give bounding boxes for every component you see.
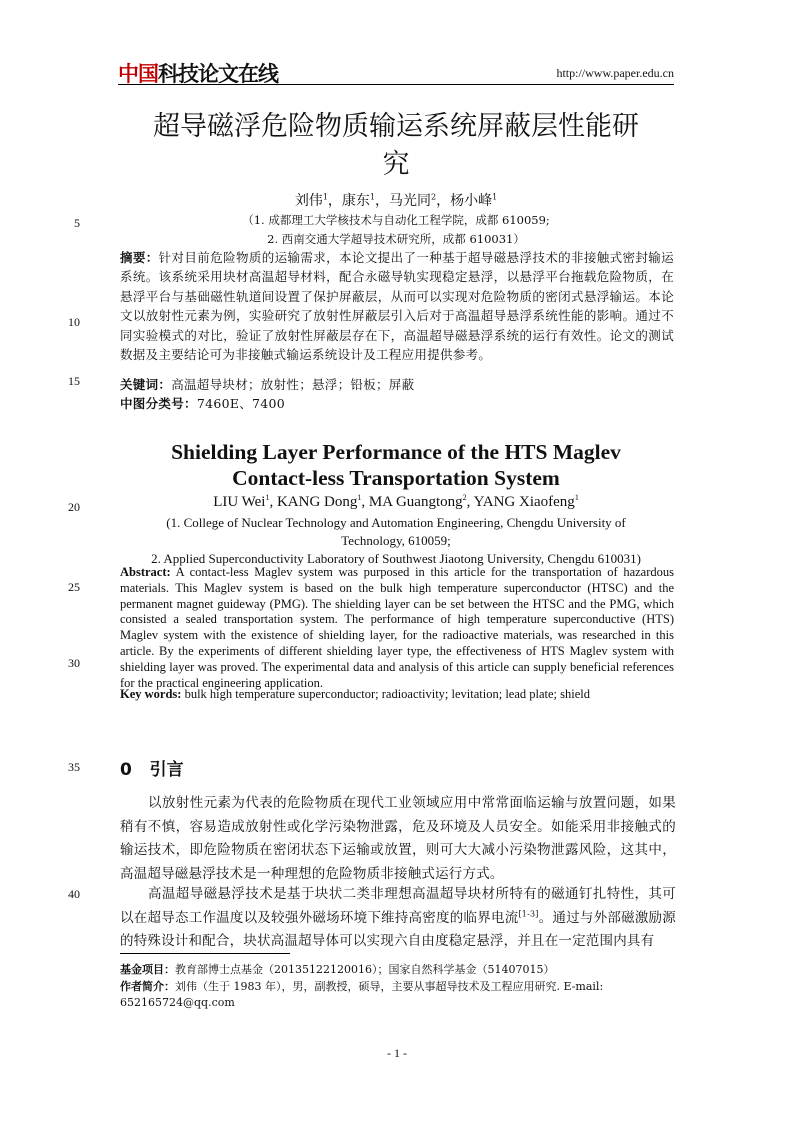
line-number: 5 <box>74 216 80 230</box>
line-number: 40 <box>68 887 80 901</box>
cn-affiliations: （1. 成都理工大学核技术与自动化工程学院，成都 610059; 2. 西南交通大学超导技术研究所，成都 610031） <box>242 213 550 246</box>
cn-keywords: 关键词：高温超导块材；放射性；悬浮；铅板；屏蔽 <box>120 377 415 392</box>
line-number: 15 <box>68 374 80 388</box>
en-title: Shielding Layer Performance of the HTS Maglev Contact-less Transportation System <box>171 440 621 490</box>
line-number: 20 <box>68 500 80 514</box>
body-paragraph: 以放射性元素为代表的危险物质在现代工业领域应用中常常面临运输与放置问题，如果稍有不慎，容易造成放射性或化学污染物泄露，危及环境及人员安全。如能采用非接触式的输运技术，即危险物质在密闭状态下运输或放置，则可大大减小污染物泄露风险，这其中，高温超导磁悬浮技术是一种理想的危险物质非接触式运行方式。 <box>120 795 676 882</box>
en-abstract: Abstract: A contact-less Maglev system was purposed in this article for the transportation of hazardous materials. This Maglev system is based on the bulk high temperature superconductor (HTSC) and the permanent magnet guideway (PMG). The shielding layer can be set between the HTSC and the PMG, which consisted a sealed transportation system. The performance of high temperature superconductive (HTS) Maglev system with the existence of shielding layer, for the radioactive materials, was researched in this article. By the experiments of different shielding layer type, the effectiveness of HTS Maglev system with shielding layer was proved. The experimental data and analysis of this article can supply beneficial references for the practical engineering application. <box>120 565 674 690</box>
footnote-rule <box>120 953 290 954</box>
en-affiliations: (1. College of Nuclear Technology and Automation Engineering, Chengdu University of Technology, 610059; 2. Applied Superconductivity Laboratory of Southwest Jiaotong University, Chengdu 610031) <box>151 515 641 566</box>
author-note: 作者简介：刘伟（生于 1983 年），男，副教授，硕导，主要从事超导技术及工程应用研究. E-mail: 652165724@qq.com <box>120 979 604 1009</box>
cn-clc: 中图分类号：7460E、7400 <box>120 396 286 411</box>
header-url[interactable]: http://www.paper.edu.cn <box>556 66 674 80</box>
cn-title: 超导磁浮危险物质输运系统屏蔽层性能研 究 <box>153 111 639 180</box>
cn-authors: 刘伟$^1$，康东$^1$，马光同$^2$，杨小峰$^1$ <box>294 192 498 209</box>
line-number: 35 <box>68 760 80 774</box>
line-number: 10 <box>68 315 80 329</box>
en-keywords: Key words: bulk high temperature superconductor; radioactivity; levitation; lead plate; shield <box>120 687 591 701</box>
journal-logo: 中国科技论文在线 <box>118 62 278 86</box>
line-number: 25 <box>68 580 80 594</box>
page-number: - 1 - <box>387 1046 407 1060</box>
line-number: 30 <box>68 656 80 670</box>
section-heading: 0 引言 <box>120 760 184 780</box>
fund-note: 基金项目：教育部博士点基金（20135122120016）；国家自然科学基金（51407015） <box>120 963 555 976</box>
footnote <box>120 962 676 1012</box>
header-rule <box>118 84 674 85</box>
citation-link[interactable]: [1-3] <box>518 909 539 918</box>
body-paragraph: 高温超导磁悬浮技术是基于块状二类非理想高温超导块材所特有的磁通钉扎特性，其可以在超导态工作温度以及较强外磁场环境下维持高密度的临界电流[1-3]。通过与外部磁激励源的特殊设计和配合，块状高温超导体可以实现六自由度稳定悬浮，并且在一定范围内具有 <box>120 886 676 949</box>
en-authors: LIU Wei$^1$, KANG Dong$^1$, MA Guangtong$^2$, YANG Xiaofeng$^1$ <box>213 493 579 510</box>
cn-abstract: 摘要：针对目前危险物质的运输需求，本论文提出了一种基于超导磁悬浮技术的非接触式密封输运系统。该系统采用块材高温超导材料，配合永磁导轨实现稳定悬浮，以悬浮平台拖载危险物质，在悬浮平台与基础磁性轨道间设置了保护屏蔽层，从而可以实现对危险物质的密闭式悬浮输运。本论文以放射性元素为例，实验研究了放射性屏蔽层引入后对于高温超导悬浮系统性能的影响。通过不同实验模式的对比，验证了放射性屏蔽层存在下，高温超导磁悬浮系统的运行有效性。论文的测试数据及主要结论可为非接触式输运系统设计及工程应用提供参考。 <box>120 250 674 363</box>
